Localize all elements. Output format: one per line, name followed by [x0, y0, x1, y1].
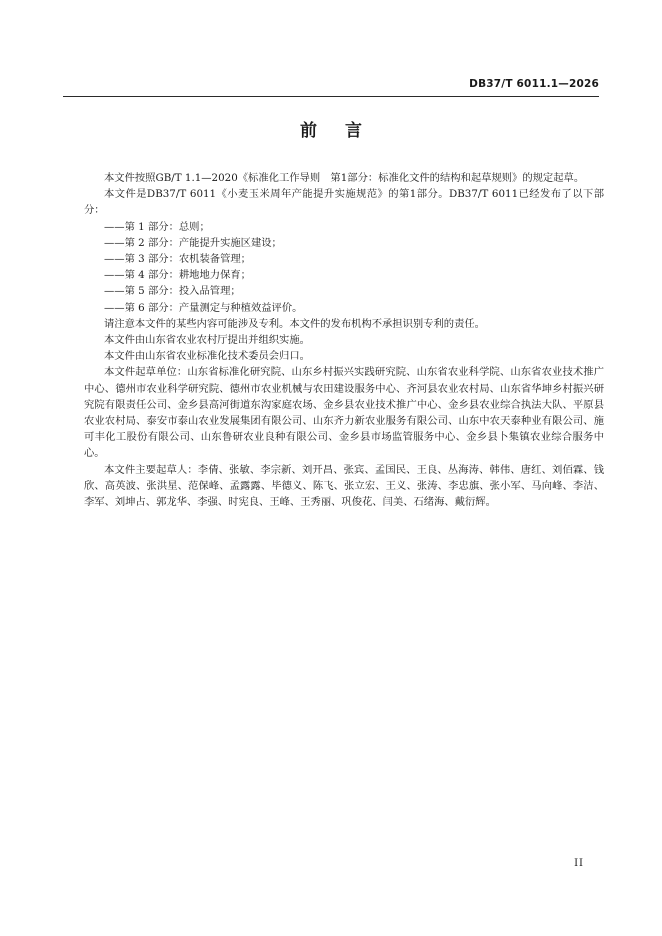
paragraph-drafting-rules: 本文件按照GB/T 1.1—2020《标准化工作导则 第1部分：标准化文件的结构和起草规则》的规定起草。	[104, 172, 585, 184]
list-item-part-6: ——第 6 部分：产量测定与种植效益评价。	[104, 301, 303, 314]
paragraph-proposer: 本文件由山东省农业农村厅提出并组织实施。	[104, 334, 310, 347]
paragraph-centralized-by: 本文件由山东省农业标准化技术委员会归口。	[104, 350, 310, 363]
header-rule	[63, 96, 599, 97]
paragraph-patent-notice: 请注意本文件的某些内容可能涉及专利。本文件的发布机构不承担识别专利的责任。	[104, 317, 485, 330]
foreword-body	[84, 170, 604, 510]
list-item-part-3: ——第 3 部分：农机装备管理；	[104, 253, 251, 266]
page-number: II	[574, 858, 584, 869]
paragraph-series-intro: 本文件是DB37/T 6011《小麦玉米周年产能提升实施规范》的第1部分。DB37/T 6011已经发布了以下部分：	[84, 188, 604, 217]
page-title: 前言	[300, 121, 390, 141]
standard-code: DB37/T 6011.1—2026	[469, 78, 599, 90]
list-item-part-5: ——第 5 部分：投入品管理；	[104, 285, 241, 298]
list-item-part-2: ——第 2 部分：产能提升实施区建设；	[104, 236, 282, 249]
paragraph-drafters: 本文件主要起草人：李倩、张敏、李宗新、刘开昌、张宾、孟国民、王良、丛海涛、韩伟、唐红、刘佰霖、钱欣、高英波、张洪星、范保峰、孟露露、毕德义、陈飞、张立宏、王义、张涛、李忠旗、张小军、马向峰、李洁、李军、刘坤占、郭龙华、李强、时宪良、王峰、王秀丽、巩俊花、闫美、石绪海、戴衍辉。	[84, 463, 604, 509]
list-item-part-4: ——第 4 部分：耕地地力保育；	[104, 269, 251, 282]
list-item-part-1: ——第 1 部分：总则；	[104, 220, 210, 233]
paragraph-drafting-units: 本文件起草单位：山东省标准化研究院、山东乡村振兴实践研究院、山东省农业科学院、山东省农业技术推广中心、德州市农业科学研究院、德州市农业机械与农田建设服务中心、齐河县农业农村局、山东省华坤乡村振兴研究院有限责任公司、金乡县高河街道东沟家庭农场、金乡县农业技术推广中心、金乡县农业综合执法大队、平原县农业农村局、泰安市泰山农业发展集团有限公司、山东齐力新农业服务有限公司、山东中农天泰种业有限公司、施可丰化工股份有限公司、山东鲁研农业良种有限公司、金乡县市场监管服务中心、金乡县卜集镇农业综合服务中心。	[84, 366, 604, 460]
